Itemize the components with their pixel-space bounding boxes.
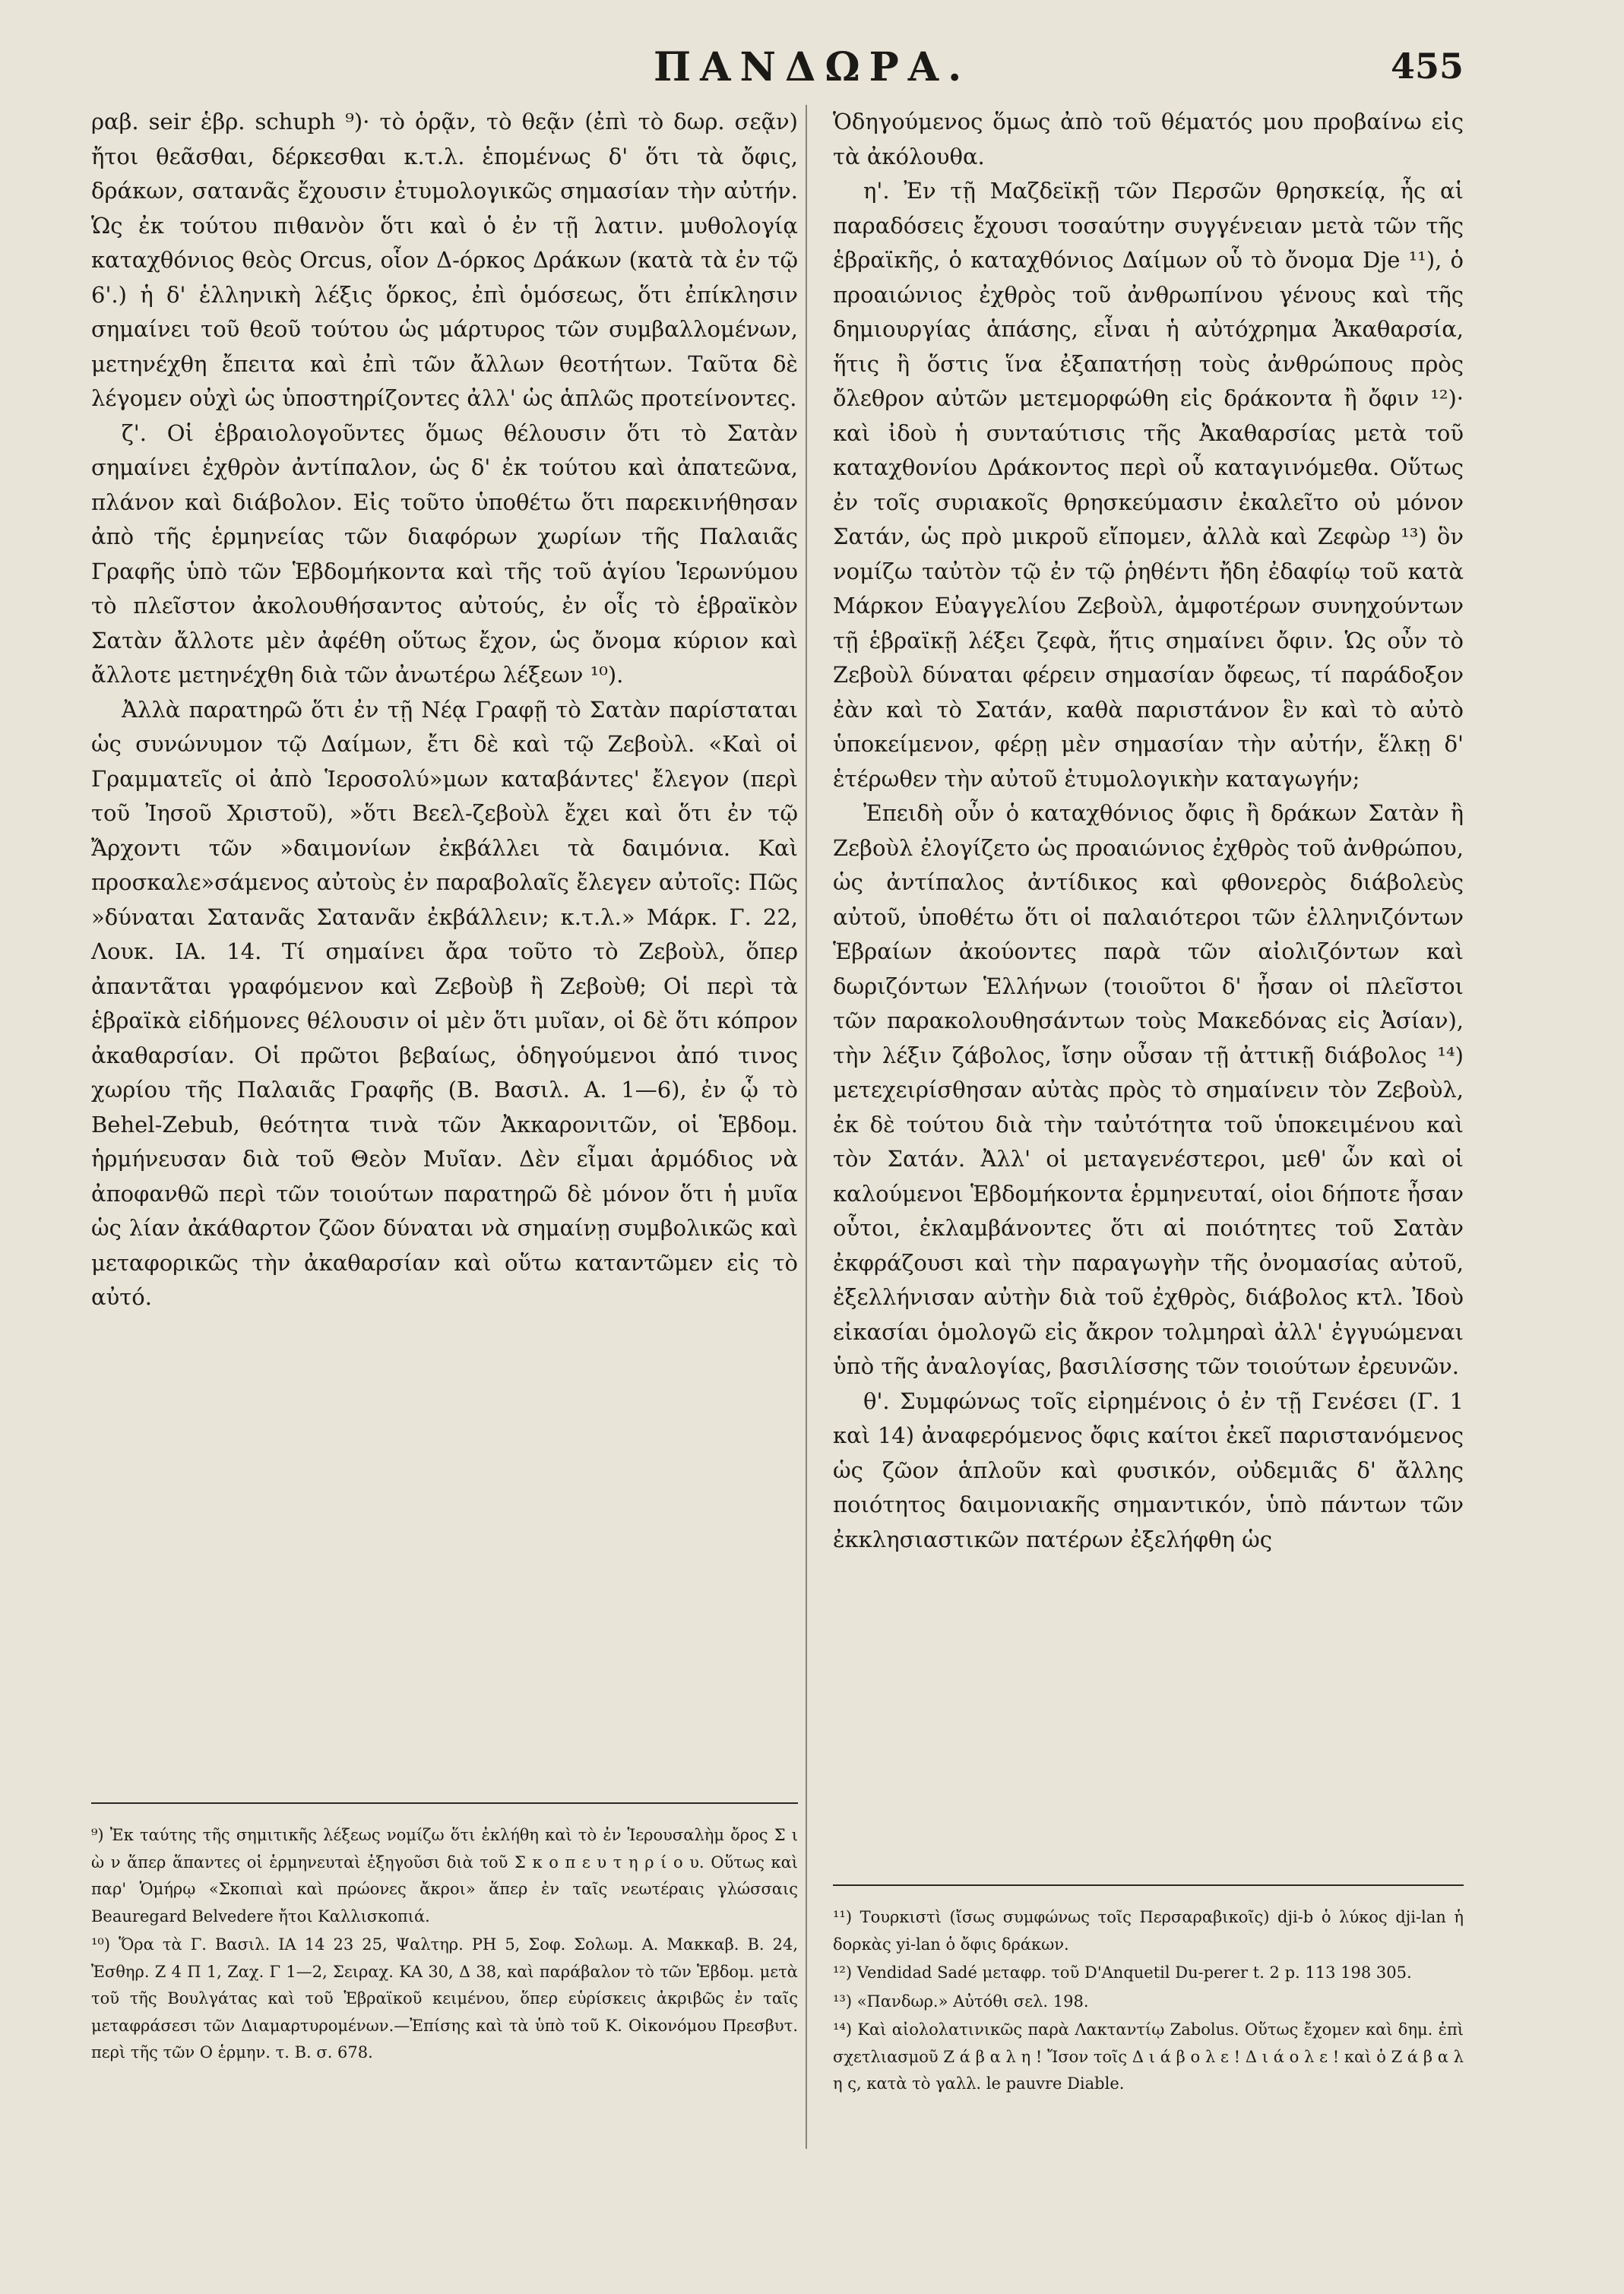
footnote-12: ¹²) Vendidad Sadé μεταφρ. τοῦ D'Anquetil Du-perer t. 2 p. 113 198 305.	[833, 1963, 1412, 1982]
footnote-14: ¹⁴) Καὶ αἰολολατινικῶς παρὰ Λακταντίῳ Zabolus. Οὕτως ἔχομεν καὶ δημ. ἐπὶ σχετλιασμοῦ Ζ ά β α λ η ! Ἴσον τοῖς Δ ι ά β ο λ ε ! Δ ι ά ο λ ε ! καὶ ὁ Ζ ά β α λ η ς, κατὰ τὸ γαλλ. le pauvre Diable.	[833, 2020, 1464, 2093]
footnote-13: ¹³) «Πανδωρ.» Αὐτόθι σελ. 198.	[833, 1992, 1089, 2011]
left-column	[91, 105, 798, 1315]
footnote-9: ⁹) Ἐκ ταύτης τῆς σημιτικῆς λέξεως νομίζω ὅτι ἐκλήθη καὶ τὸ ἐν Ἱερουσαλὴμ ὄρος Σ ι ὼ ν ἅπερ ἅπαντες οἱ ἑρμηνευταὶ ἐξηγοῦσι διὰ τοῦ Σ κ ο π ε υ τ η ρ ί ο υ. Οὕτως καὶ παρ' Ὁμήρῳ «Σκοπιαὶ καὶ πρώονες ἄκροι» ἅπερ ἐν ταῖς νεωτέραις γλώσσαις Beauregard Belvedere ἤτοι Καλλισκοπιά.	[91, 1826, 798, 1925]
right-footnotes	[833, 1884, 1464, 2099]
column-divider	[806, 105, 807, 2149]
footnote-11: ¹¹) Τουρκιστὶ (ἴσως συμφώνως τοῖς Περσαραβικοῖς) dji-b ὁ λύκος dji-lan ἡ δορκὰς yi-lan ὁ ὄφις δράκων.	[833, 1908, 1464, 1954]
paragraph-left-3: Ἀλλὰ παρατηρῶ ὅτι ἐν τῇ Νέᾳ Γραφῇ τὸ Σατὰν παρίσταται ὡς συνώνυμον τῷ Δαίμων, ἔτι δὲ καὶ τῷ Ζεβοὺλ. «Καὶ οἱ Γραμματεῖς οἱ ἀπὸ Ἱεροσολύ»μων καταβάντες' ἔλεγον (περὶ τοῦ Ἰησοῦ Χριστοῦ), »ὅτι Βεελ-ζεβοὺλ ἔχει καὶ ὅτι ἐν τῷ Ἄρχοντι τῶν »δαιμονίων ἐκβάλλει τὰ δαιμόνια. Καὶ προσκαλε»σάμενος αὐτοὺς ἐν παραβολαῖς ἔλεγεν αὐτοῖς: Πῶς »δύναται Σατανᾶς Σατανᾶν ἐκβάλλειν; κ.τ.λ.» Μάρκ. Γ. 22, Λουκ. ΙΑ. 14. Τί σημαίνει ἄρα τοῦτο τὸ Ζεβοὺλ, ὅπερ ἀπαντᾶται γραφόμενον καὶ Ζεβοὺβ ἢ Ζεβοὺθ; Οἱ περὶ τὰ ἑβραϊκὰ εἰδήμονες θέλουσιν οἱ μὲν ὅτι μυῖαν, οἱ δὲ ὅτι κόπρον ἀκαθαρσίαν. Οἱ πρῶτοι βεβαίως, ὁδηγούμενοι ἀπό τινος χωρίου τῆς Παλαιᾶς Γραφῆς (Β. Βασιλ. Α. 1—6), ἐν ᾧ τὸ Behel-Zebub, θεότητα τινὰ τῶν Ἀκκαρονιτῶν, οἱ Ἑβδομ. ἡρμήνευσαν διὰ τοῦ Θεὸν Μυῖαν. Δὲν εἶμαι ἁρμόδιος νὰ ἀποφανθῶ περὶ τῶν τοιούτων παρατηρῶ δὲ μόνον ὅτι ἡ μυῖα ὡς λίαν ἀκάθαρτον ζῶον δύναται νὰ σημαίνῃ συμβολικῶς καὶ μεταφορικῶς τὴν ἀκαθαρσίαν καὶ οὕτω καταντῶμεν εἰς τὸ αὐτό.	[91, 696, 798, 1310]
paragraph-right-2: η'. Ἐν τῇ Μαζδεϊκῇ τῶν Περσῶν θρησκείᾳ, ἧς αἱ παραδόσεις ἔχουσι τοσαύτην συγγένειαν μετὰ τῶν τῆς ἑβραϊκῆς, ὁ καταχθόνιος Δαίμων οὗ τὸ ὄνομα Dje ¹¹), ὁ προαιώνιος ἐχθρὸς τοῦ ἀνθρωπίνου γένους καὶ τῆς δημιουργίας ἁπάσης, εἶναι ἡ αὐτόχρημα Ἀκαθαρσία, ἥτις ἢ ὅστις ἵνα ἐξαπατήσῃ τοὺς ἀνθρώπους πρὸς ὄλεθρον αὐτῶν μετεμορφώθη εἰς δράκοντα ἢ ὄφιν ¹²)· καὶ ἰδοὺ ἡ συνταύτισις τῆς Ἀκαθαρσίας μετὰ τοῦ καταχθονίου Δράκοντος περὶ οὗ καταγινόμεθα. Οὕτως ἐν τοῖς συριακοῖς θρησκεύμασιν ἐκαλεῖτο οὐ μόνον Σατάν, ὡς πρὸ μικροῦ εἴπομεν, ἀλλὰ καὶ Ζεφὼρ ¹³) ὃν νομίζω ταὐτὸν τῷ ἐν τῷ ῥηθέντι ἤδη ἐδαφίῳ τοῦ κατὰ Μάρκον Εὐαγγελίου Ζεβοὺλ, ἀμφοτέρων συνηχούντων τῇ ἑβραϊκῇ λέξει ζεφὰ, ἥτις σημαίνει ὄφιν. Ὡς οὖν τὸ Ζεβοὺλ δύναται φέρειν σημασίαν ὄφεως, τί παράδοξον ἐὰν καὶ τὸ Σατάν, καθὰ παριστάνον ἓν καὶ τὸ αὐτὸ ὑποκείμενον, φέρῃ μὲν σημασίαν τὴν αὐτήν, ἕλκῃ δ' ἑτέρωθεν τὴν αὐτοῦ ἐτυμολογικὴν καταγωγήν;	[833, 178, 1464, 792]
footnote-10: ¹⁰) Ὅρα τὰ Γ. Βασιλ. ΙΑ 14 23 25, Ψαλτηρ. ΡΗ 5, Σοφ. Σολωμ. Α. Μακκαβ. Β. 24, Ἐσθηρ. Ζ 4 Π 1, Ζαχ. Γ 1—2, Σειραχ. ΚΑ 30, Δ 38, καὶ παράβαλον τὸ τῶν Ἑβδομ. μετὰ τοῦ τῆς Βουλγάτας καὶ τοῦ Ἑβραϊκοῦ κειμένου, ὅπερ εὑρίσκεις ἀκριβῶς ἐν ταῖς μεταφράσεσι τῶν Διαμαρτυρομένων.—Ἐπίσης καὶ τὰ ὑπὸ τοῦ Κ. Οἰκονόμου Πρεσβυτ. περὶ τῆς τῶν Ο ἑρμην. τ. Β. σ. 678.	[91, 1935, 798, 2061]
paragraph-right-4: θ'. Συμφώνως τοῖς εἰρημένοις ὁ ἐν τῇ Γενέσει (Γ. 1 καὶ 14) ἀναφερόμενος ὄφις καίτοι ἐκεῖ παριστανόμενος ὡς ζῶον ἁπλοῦν καὶ φυσικόν, οὐδεμιᾶς δ' ἄλλης ποιότητος δαιμονιακῆς σημαντικόν, ὑπὸ πάντων τῶν ἐκκλησιαστικῶν πατέρων ἐξελήφθη ὡς	[833, 1387, 1464, 1552]
running-head-title: ΠΑΝΔΩΡΑ.	[654, 44, 971, 90]
footnote-rule	[91, 1802, 798, 1804]
paragraph-right-1: Ὁδηγούμενος ὅμως ἀπὸ τοῦ θέματός μου προβαίνω εἰς τὰ ἀκόλουθα.	[833, 109, 1464, 169]
paragraph-left-1: ραβ. seir ἑβρ. schuph ⁹)· τὸ ὁρᾷν, τὸ θεᾷν (ἐπὶ τὸ δωρ. σεᾷν) ἤτοι θεᾶσθαι, δέρκεσθαι κ.τ.λ. ἑπομένως δ' ὅτι τὰ ὄφις, δράκων, σατανᾶς ἔχουσιν ἐτυμολογικῶς σημασίαν τὴν αὐτήν. Ὡς ἐκ τούτου πιθανὸν ὅτι καὶ ὁ ἐν τῇ λατιν. μυθολογίᾳ καταχθόνιος θεὸς Orcus, οἷον Δ-όρκος Δράκων (κατὰ τὰ ἐν τῷ 6'.) ἡ δ' ἑλληνικὴ λέξις ὅρκος, ἐπὶ ὁμόσεως, ὅτι ἐπίκλησιν σημαίνει τοῦ θεοῦ τούτου ὡς μάρτυρος τῶν συμβαλλομένων, μετηνέχθη ἔπειτα καὶ ἐπὶ τῶν ἄλλων θεοτήτων. Ταῦτα δὲ λέγομεν οὐχὶ ὡς ὑποστηρίζοντες ἀλλ' ὡς ἁπλῶς προτείνοντες.	[91, 109, 798, 411]
paragraph-right-3: Ἐπειδὴ οὖν ὁ καταχθόνιος ὄφις ἢ δράκων Σατὰν ἢ Ζεβοὺλ ἐλογίζετο ὡς προαιώνιος ἐχθρὸς τοῦ ἀνθρώπου, ὡς ἀντίπαλος ἀντίδικος καὶ φθονερὸς διάβολεὺς αὐτοῦ, ὑποθέτω ὅτι οἱ παλαιότεροι τῶν ἑλληνιζόντων Ἑβραίων ἀκούοντες παρὰ τῶν αἰολιζόντων καὶ δωριζόντων Ἑλλήνων (τοιοῦτοι δ' ἦσαν οἱ πλεῖστοι τῶν παρακολουθησάντων τοὺς Μακεδόνας εἰς Ἀσίαν), τὴν λέξιν ζάβολος, ἴσην οὖσαν τῇ ἀττικῇ διάβολος ¹⁴) μετεχειρίσθησαν αὐτὰς πρὸς τὸ σημαίνειν τὸν Ζεβοὺλ, ἐκ δὲ τούτου διὰ τὴν ταὐτότητα τοῦ ὑποκειμένου καὶ τὸν Σατάν. Ἀλλ' οἱ μεταγενέστεροι, μεθ' ὧν καὶ οἱ καλούμενοι Ἑβδομήκοντα ἑρμηνευταί, οἱοι δήποτε ἦσαν οὗτοι, ἐκλαμβάνοντες ὅτι αἱ ποιότητες τοῦ Σατὰν ἐκφράζουσι καὶ τὴν παραγωγὴν τῆς ὀνομασίας αὐτοῦ, ἐξελλήνισαν αὐτὴν διὰ τοῦ ἐχθρὸς, διάβολος κτλ. Ἰδοὺ εἰκασίαι ὁμολογῶ εἰς ἄκρον τολμηραὶ ἀλλ' ἐγγυώμεναι ὑπὸ τῆς ἀναλογίας, βασιλίσσης τῶν τοιούτων ἐρευνῶν.	[833, 800, 1464, 1379]
footnote-rule	[833, 1884, 1464, 1886]
page-number: 455	[1391, 46, 1464, 87]
left-footnotes	[91, 1802, 798, 2068]
right-column	[833, 105, 1464, 1557]
paragraph-left-2: ζ'. Οἱ ἑβραιολογοῦντες ὅμως θέλουσιν ὅτι τὸ Σατὰν σημαίνει ἐχθρὸν ἀντίπαλον, ὡς δ' ἐκ τούτου καὶ ἀπατεῶνα, πλάνον καὶ διάβολον. Εἰς τοῦτο ὑποθέτω ὅτι παρεκινήθησαν ἀπὸ τῆς ἑρμηνείας τῶν διαφόρων χωρίων τῆς Παλαιᾶς Γραφῆς ὑπὸ τῶν Ἑβδομήκοντα καὶ τῆς τοῦ ἁγίου Ἱερωνύμου τὸ πλεῖστον ἀκολουθήσαντος αὐτούς, ἐν οἷς τὸ ἑβραϊκὸν Σατὰν ἄλλοτε μὲν ἀφέθη οὕτως ἔχον, ὡς ὄνομα κύριον καὶ ἄλλοτε μετηνέχθη διὰ τῶν ἀνωτέρω λέξεων ¹⁰).	[91, 419, 798, 688]
